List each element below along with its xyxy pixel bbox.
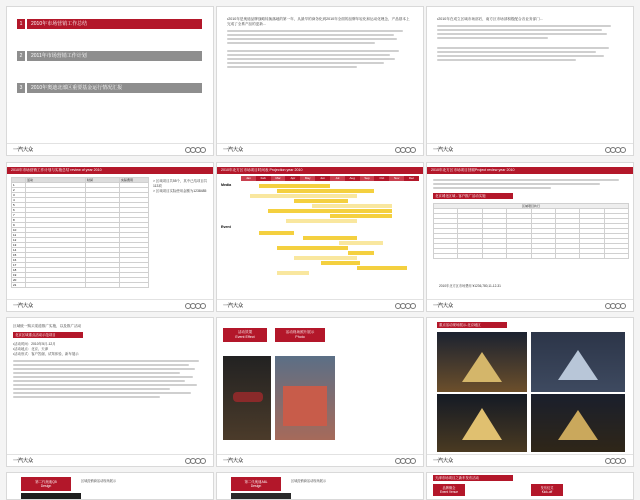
- slide-footer: [427, 143, 633, 155]
- slide-title: 2010年北方区市场项目回顾Project review year 2010: [427, 167, 634, 174]
- slide-footer: [427, 454, 633, 466]
- col-activity: 活动: [26, 178, 86, 183]
- row-number: 16: [12, 258, 26, 263]
- col-time: 时间: [86, 178, 120, 183]
- row-number: 13: [12, 243, 26, 248]
- design-tag-en: Design: [250, 484, 262, 488]
- row-number: 14: [12, 248, 26, 253]
- month-cell: Oct: [374, 176, 389, 181]
- audi-rings-icon: [395, 303, 417, 309]
- subtitle-bar: 北京区域重点活动示范项目: [13, 332, 83, 338]
- slide-4[interactable]: [6, 162, 214, 312]
- table-row: [12, 283, 149, 288]
- event-photo-1: [437, 332, 527, 392]
- row-cell: [120, 283, 149, 288]
- brand-logo: 一汽大众: [223, 458, 244, 464]
- agenda-item-1[interactable]: [17, 19, 202, 29]
- slide-8[interactable]: [216, 317, 424, 467]
- row-number: 2: [12, 188, 26, 193]
- agenda-num: 3: [17, 83, 25, 93]
- month-cell: Sep: [360, 176, 375, 181]
- summary-note: [153, 179, 211, 194]
- brand-logo: 一汽大众: [223, 303, 244, 309]
- row-cell: [26, 283, 86, 288]
- gantt-bar: [259, 231, 295, 235]
- venue-tag: [433, 484, 465, 496]
- row-number: 9: [12, 223, 26, 228]
- month-cell: Jun: [315, 176, 330, 181]
- slide-title: 2010年北方区市场项目时间表 Projection year 2010: [217, 167, 424, 174]
- slide-3[interactable]: [426, 6, 634, 156]
- event-photo-4: [531, 394, 625, 452]
- slide-title: 天津市场项目之新车发布活动: [433, 475, 513, 481]
- row-number: 20: [12, 278, 26, 283]
- paragraph: •2010年是奥迪品牌战略转换落地的第一年，从最早的商务化到2010年全面的品牌年轻化和运动化理念，产品基本上完成了全系产品的更新...: [227, 17, 410, 26]
- photo-tag: [275, 328, 325, 342]
- note-line-1: > 区域项目共55个，其中已结项目共113项: [153, 179, 208, 188]
- kickoff-tag-cn: 发布仪式: [540, 486, 554, 490]
- row-number: 12: [12, 238, 26, 243]
- audi-rings-icon: [185, 458, 207, 464]
- venue-tag-en: Event Venue: [439, 490, 459, 494]
- month-cell: Mar: [271, 176, 286, 181]
- agenda-list: [17, 19, 202, 93]
- gantt-bar: [277, 246, 348, 250]
- gantt-bar: [312, 204, 392, 208]
- note-line-2: > 区域项目实际使用金额为1238485: [153, 189, 207, 193]
- design-tag-cn: 第二代奥迪Q5: [35, 480, 57, 484]
- gantt-area: [241, 183, 419, 295]
- agenda-item-2[interactable]: [17, 51, 202, 61]
- subtitle-bar: 北京城北区域 - 客户推广活动实施: [433, 193, 513, 199]
- agenda-item-3[interactable]: [17, 83, 202, 93]
- slide-footer: [217, 454, 423, 466]
- gantt-bar: [277, 189, 375, 193]
- slide-footer: [427, 299, 633, 311]
- gantt-bar: [357, 266, 407, 270]
- audi-rings-icon: [395, 147, 417, 153]
- month-cell: May: [300, 176, 315, 181]
- row-number: 19: [12, 273, 26, 278]
- gantt-bar: [250, 194, 357, 198]
- design-tag-en: Design: [40, 484, 52, 488]
- row-number: 10: [12, 228, 26, 233]
- event-photo-2: [275, 356, 335, 440]
- car-shape: [233, 392, 263, 402]
- row-number: 5: [12, 203, 26, 208]
- gantt-bar: [303, 236, 356, 240]
- design-tag: [21, 477, 71, 491]
- gantt-bar: [339, 241, 384, 245]
- slide-7[interactable]: [6, 317, 214, 467]
- col-cost: 实际费用: [120, 178, 149, 183]
- agenda-label: 2010年奥迪北部区重要基金运行情况汇报: [27, 83, 202, 93]
- photo-tag-cn: 活动现场照片展示: [285, 330, 315, 334]
- row-number: 7: [12, 213, 26, 218]
- row-number: 6: [12, 208, 26, 213]
- row-cell: [86, 283, 120, 288]
- pyramid-shape: [558, 410, 598, 440]
- gantt-bar: [348, 251, 375, 255]
- audi-rings-icon: [395, 458, 417, 464]
- paragraph: •2010年在成立区域市场部后，南方区市场部积极配合各业务部门...: [437, 17, 543, 21]
- agenda-num: 1: [17, 19, 25, 29]
- slide-footer: [7, 143, 213, 155]
- row-number: 11: [12, 233, 26, 238]
- project-table: [11, 177, 149, 288]
- slide-footer: [7, 454, 213, 466]
- row-number: 18: [12, 268, 26, 273]
- pyramid-shape: [558, 350, 598, 380]
- audi-rings-icon: [185, 303, 207, 309]
- slide-2[interactable]: [216, 6, 424, 156]
- event-photo: [21, 493, 81, 500]
- row-number: 21: [12, 283, 26, 288]
- photo-tag-en: Photo: [295, 335, 305, 339]
- gantt-bar: [330, 214, 392, 218]
- month-cell: Jan: [241, 176, 256, 181]
- month-cell: Nov: [389, 176, 404, 181]
- agenda-label: 2011年市场营销工作计划: [27, 51, 202, 61]
- month-header: [241, 176, 419, 181]
- table-title: 区域项目执行: [434, 204, 629, 209]
- building-shape: [283, 386, 327, 426]
- row-number: 1: [12, 183, 26, 188]
- slide-10[interactable]: [6, 472, 214, 500]
- slide-5[interactable]: [216, 162, 424, 312]
- effect-tag-cn: 活动效果: [237, 330, 253, 334]
- design-tag-cn: 第二代奥迪A6L: [244, 480, 268, 484]
- audi-rings-icon: [605, 147, 627, 153]
- text-block: [227, 17, 412, 70]
- slide-footer: [7, 299, 213, 311]
- gantt-bar: [321, 261, 360, 265]
- brand-logo: 一汽大众: [13, 303, 34, 309]
- agenda-num: 2: [17, 51, 25, 61]
- venue-tag-cn: 品牌概念: [442, 486, 456, 490]
- audi-rings-icon: [185, 147, 207, 153]
- gantt-bar: [294, 199, 347, 203]
- event-photo-3: [437, 394, 527, 452]
- row-number: 17: [12, 263, 26, 268]
- row-number: 8: [12, 218, 26, 223]
- brand-logo: 一汽大众: [433, 458, 454, 464]
- gantt-bar: [286, 219, 357, 223]
- caption: 区域经销商活动现场展示: [81, 479, 117, 483]
- row-label-event: Event: [221, 225, 231, 229]
- month-cell: Apr: [285, 176, 300, 181]
- brand-logo: 一汽大众: [13, 147, 34, 153]
- design-tag: [231, 477, 281, 491]
- slide-title: 2010年市场营销工作计划与实施总结 review of year 2010: [7, 167, 214, 174]
- event-photo-2: [531, 332, 625, 392]
- row-number: 3: [12, 193, 26, 198]
- slide-footer: [217, 299, 423, 311]
- audi-rings-icon: [605, 303, 627, 309]
- caption: 区域经销商活动现场展示: [291, 479, 327, 483]
- effect-tag-en: Event Effect: [235, 335, 255, 339]
- gantt-bar: [268, 209, 393, 213]
- slide-12[interactable]: [426, 472, 634, 500]
- event-photo-1: [223, 356, 271, 440]
- gantt-bar: [259, 184, 330, 188]
- effect-tag: [223, 328, 267, 342]
- gantt-bar: [277, 271, 309, 275]
- table-footer-note: 2010年北方区市场费用 ¥1236,780,11-12-31: [439, 284, 501, 288]
- row-number: 15: [12, 253, 26, 258]
- slide-9[interactable]: [426, 317, 634, 467]
- kickoff-tag: [531, 484, 563, 496]
- slide-heading: 区域统一购买渠道推广实施，以及推广活动: [13, 324, 82, 328]
- brand-logo: 一汽大众: [13, 458, 34, 464]
- gantt-bar: [294, 256, 356, 260]
- intro-text: [433, 177, 629, 191]
- body-text: [13, 342, 209, 400]
- review-table: [433, 203, 629, 259]
- event-photo: [231, 493, 291, 500]
- month-cell: Feb: [256, 176, 271, 181]
- kickoff-tag-en: Kick-off: [541, 490, 553, 494]
- slide-title: 重点活动现场展示-北京地区: [437, 322, 507, 328]
- text-block: [437, 17, 622, 63]
- audi-rings-icon: [605, 458, 627, 464]
- pyramid-shape: [462, 408, 502, 440]
- month-cell: Aug: [345, 176, 360, 181]
- agenda-label: 2010年市场营销工作总结: [27, 19, 202, 29]
- brand-logo: 一汽大众: [223, 147, 244, 153]
- month-cell: Dec: [404, 176, 419, 181]
- slide-6[interactable]: [426, 162, 634, 312]
- slide-11[interactable]: [216, 472, 424, 500]
- brand-logo: 一汽大众: [433, 147, 454, 153]
- row-label-media: Media: [221, 183, 232, 187]
- row-number: 4: [12, 198, 26, 203]
- month-cell: Jul: [330, 176, 345, 181]
- pyramid-shape: [462, 352, 502, 382]
- slide-1[interactable]: [6, 6, 214, 156]
- body: •活动时间：2010年5月-12月 •活动地点：北京、天津 •活动形式：客户答谢、试驾体验、新车展示: [13, 342, 79, 356]
- slide-footer: [217, 143, 423, 155]
- brand-logo: 一汽大众: [433, 303, 454, 309]
